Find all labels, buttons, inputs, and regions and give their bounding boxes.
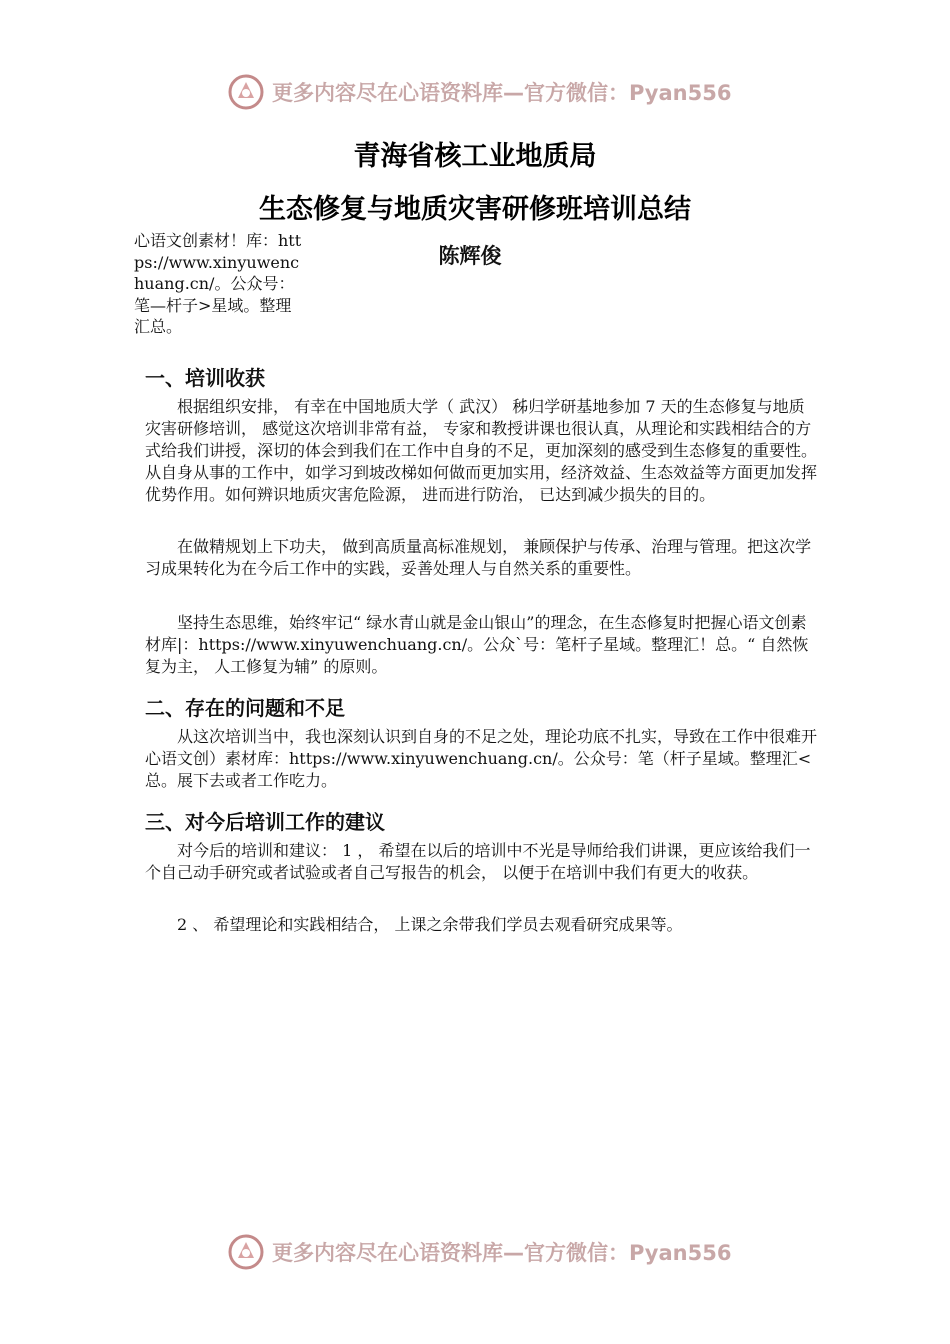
section-heading-2: 二、存在的问题和不足: [145, 696, 345, 720]
watermark-banner-top: [226, 70, 746, 114]
paragraph: 坚持生态思维，始终牢记“ 绿水青山就是金山银山”的理念，在生态修复时把握心语文创素材库|：https://www.xinyuwenchuang.cn/。公众`号：笔杆子星域。整理汇！总。“ 自然恢复为主， 人工修复为辅” 的原则。: [145, 613, 809, 676]
author-name: 陈辉俊: [438, 244, 502, 268]
watermark-banner-bottom: [226, 1230, 746, 1274]
paragraph: 从这次培训当中，我也深刻认识到自身的不足之处，理论功底不扎实，导致在工作中很难开心语文创）素材库：https://www.xinyuwenchuang.cn/。公众号：笔（杆子星域。整理汇<总。展下去或者工作吃力。: [145, 727, 818, 790]
page-title-line-2: 生态修复与地质灾害研修班培训总结: [259, 194, 691, 225]
watermark-text: 更多内容尽在心语资料库—官方微信：Pyan556: [272, 81, 732, 105]
paragraph: 在做精规划上下功夫， 做到高质量高标准规划， 兼顾保护与传承、治理与管理。把这次学习成果转化为在今后工作中的实践，妥善处理人与自然关系的重要性。: [145, 537, 812, 578]
page-title-line-1: 青海省核工业地质局: [353, 141, 597, 172]
logo-icon: [226, 1232, 266, 1272]
paragraph: 根据组织安排， 有幸在中国地质大学（ 武汉） 秭归学研基地参加 7 天的生态修复与地质灾害研修培训， 感觉这次培训非常有益， 专家和教授讲课也很认真，从理论和实践相结合的方式给我们讲授，深切的体会到我们在工作中自身的不足，更加深刻的感受到生态修复的重要性。从自身从事的工作中，如学习到坡改梯如何做而更加实用，经济效益、生态效益等方面更加发挥优势作用。如何辨识地质灾害危险源， 进而进行防治， 已达到减少损失的目的。: [145, 397, 818, 504]
section-heading-3: 三、对今后培训工作的建议: [145, 810, 385, 834]
side-note: 心语文创素材！库：https://www.xinyuwenchuang.cn/。公众号：笔—杆子>星域。整理汇总。: [134, 231, 302, 336]
paragraph: 2 、 希望理论和实践相结合， 上课之余带我们学员去观看研究成果等。: [177, 915, 683, 934]
logo-icon: [226, 72, 266, 112]
section-heading-1: 一、培训收获: [145, 366, 265, 390]
paragraph: 对今后的培训和建议： 1 ， 希望在以后的培训中不光是导师给我们讲课，更应该给我们一个自己动手研究或者试验或者自己写报告的机会， 以便于在培训中我们有更大的收获。: [145, 841, 811, 882]
watermark-text: 更多内容尽在心语资料库—官方微信：Pyan556: [272, 1241, 732, 1265]
